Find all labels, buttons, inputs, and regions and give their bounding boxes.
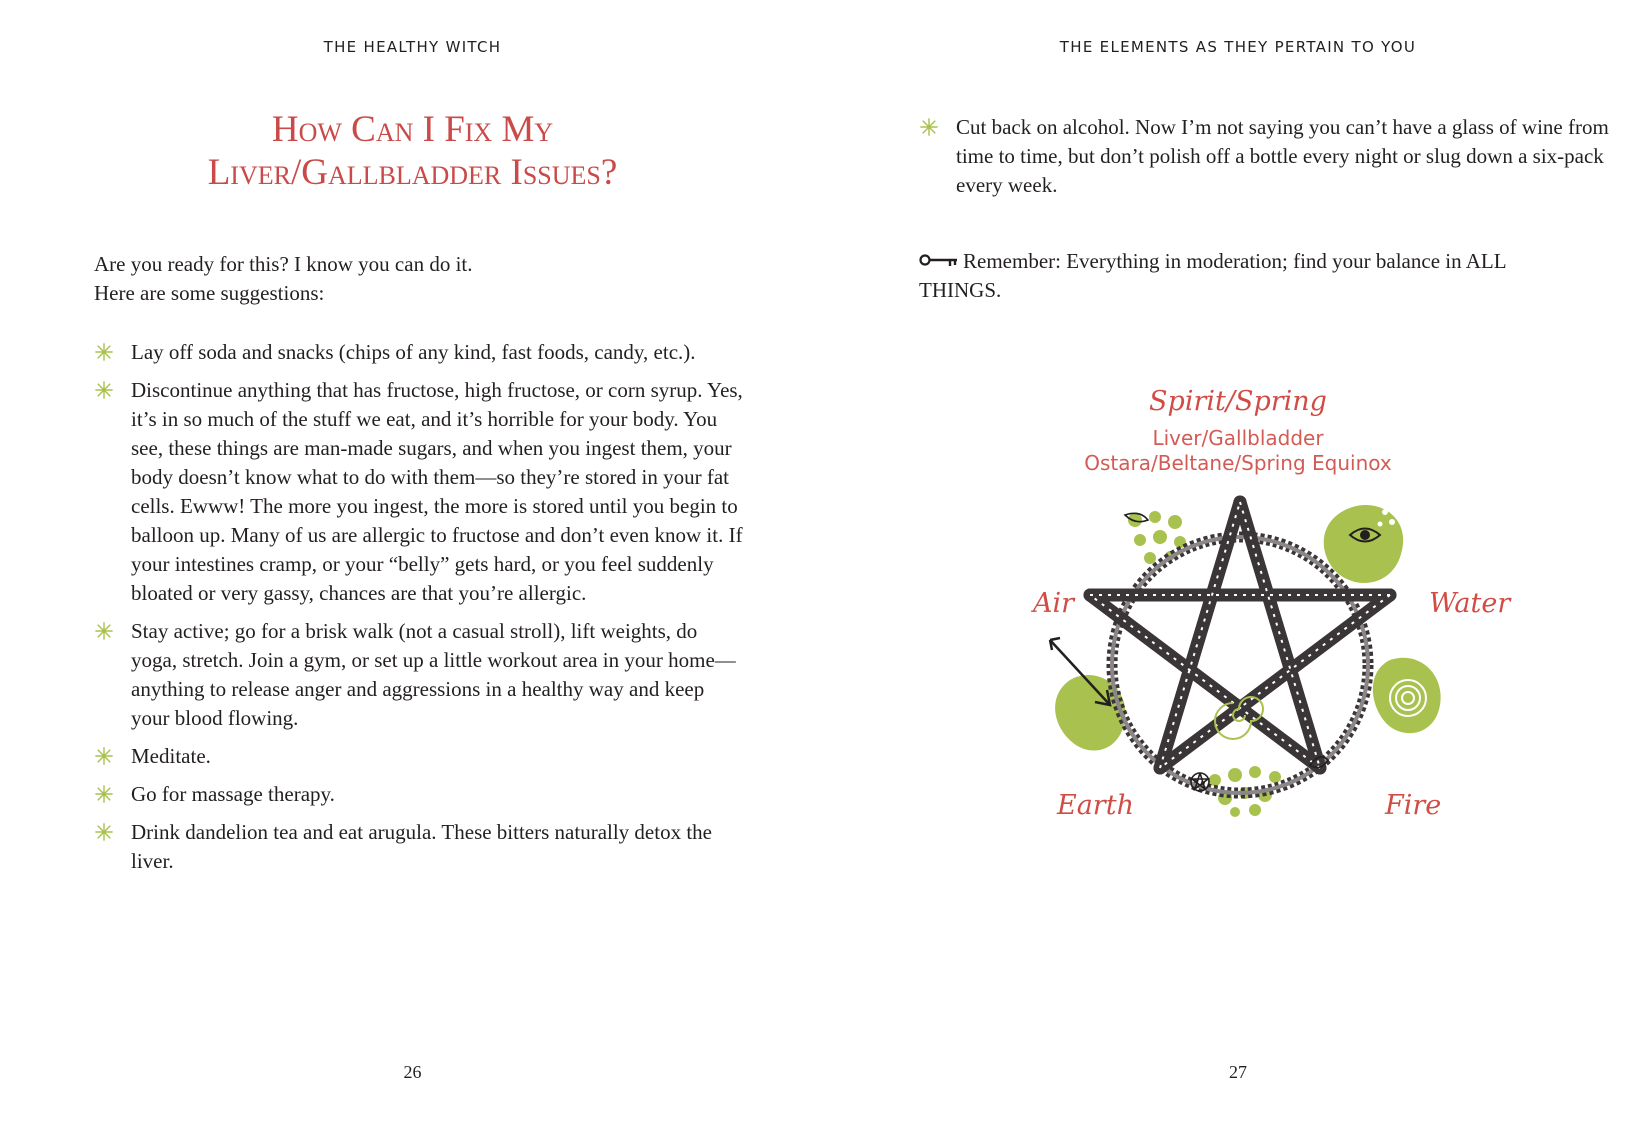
list-item: [94, 780, 744, 809]
bullet-text: Meditate.: [131, 744, 211, 768]
page-number-right: 27: [1229, 1062, 1247, 1082]
intro-line-1: Are you ready for this? I know you can do it.: [94, 252, 473, 276]
asterisk-flower-icon: [95, 381, 113, 399]
list-item: [94, 617, 744, 733]
right-page: [825, 0, 1651, 1125]
running-head-left: THE HEALTHY WITCH: [323, 38, 502, 56]
list-item: [94, 376, 744, 608]
bullet-text: Discontinue anything that has fructose, high fructose, or corn syrup. Yes, it’s in so much of the stuff we eat, and it’s horrible for your body. You see, these things are man-made sugars, and when you ingest them, your body doesn’t know what to do with them—so they’re stored in your fat cells. Ewww! The more you ingest, the more is stored until you begin to balloon up. Many of us are allergic to fructose and don’t even know it. If your intestines cramp, or your “belly” gets hard, or you feel suddenly bloated or very gassy, chances are that you’re allergic.: [131, 378, 743, 605]
chapter-title-line-1: How Can I Fix My: [271, 109, 554, 150]
suggestion-list: [94, 338, 744, 885]
element-label-earth: Earth: [1057, 790, 1134, 821]
left-page: [0, 0, 825, 1125]
list-item: [94, 818, 744, 876]
bullet-text: Lay off soda and snacks (chips of any kind, fast foods, candy, etc.).: [131, 340, 696, 364]
element-label-water: Water: [1429, 588, 1511, 619]
page-number-left: 26: [403, 1062, 422, 1082]
asterisk-flower-icon: [95, 343, 113, 361]
green-blob-right: [1373, 658, 1441, 733]
element-label-air: Air: [1033, 588, 1075, 619]
list-item: [94, 338, 744, 367]
chapter-title-line-2: Liver/Gallbladder Issues?: [207, 152, 618, 193]
chapter-title: [0, 108, 825, 194]
diagram-sabbats: Ostara/Beltane/Spring Equinox: [1084, 451, 1392, 475]
pentacle-illustration: [1030, 490, 1450, 850]
green-dots-top-left: [1128, 511, 1186, 564]
green-blob-top-right: [1324, 505, 1403, 583]
remember-text: Remember: Everything in moderation; find your balance in ALL THINGS.: [919, 249, 1506, 302]
running-head-right: THE ELEMENTS AS THEY PERTAIN TO YOU: [1059, 38, 1417, 56]
asterisk-flower-icon: [95, 747, 113, 765]
intro-line-2: Here are some suggestions:: [94, 281, 325, 305]
intro-paragraph: [94, 250, 734, 308]
asterisk-flower-icon: [95, 622, 113, 640]
asterisk-flower-icon: [95, 823, 113, 841]
bullet-text: Stay active; go for a brisk walk (not a casual stroll), lift weights, do yoga, stretch. Join a gym, or set up a little workout area in your home—anything to release anger and aggressions in a healthy way and keep your blood flowing.: [131, 619, 736, 730]
diagram-heading: Spirit/Spring: [1149, 386, 1327, 417]
diagram-organ: Liver/Gallbladder: [1152, 426, 1324, 450]
list-item: [94, 742, 744, 771]
bullet-text: Go for massage therapy.: [131, 782, 335, 806]
element-label-fire: Fire: [1385, 790, 1442, 821]
bullet-text: Drink dandelion tea and eat arugula. These bitters naturally detox the liver.: [131, 820, 712, 873]
bullet-text: Cut back on alcohol. Now I’m not saying you can’t have a glass of wine from time to time, but don’t polish off a bottle every night or slug down a six-pack every week.: [956, 115, 1609, 197]
asterisk-flower-icon: [95, 785, 113, 803]
elements-diagram: [825, 0, 1651, 1125]
